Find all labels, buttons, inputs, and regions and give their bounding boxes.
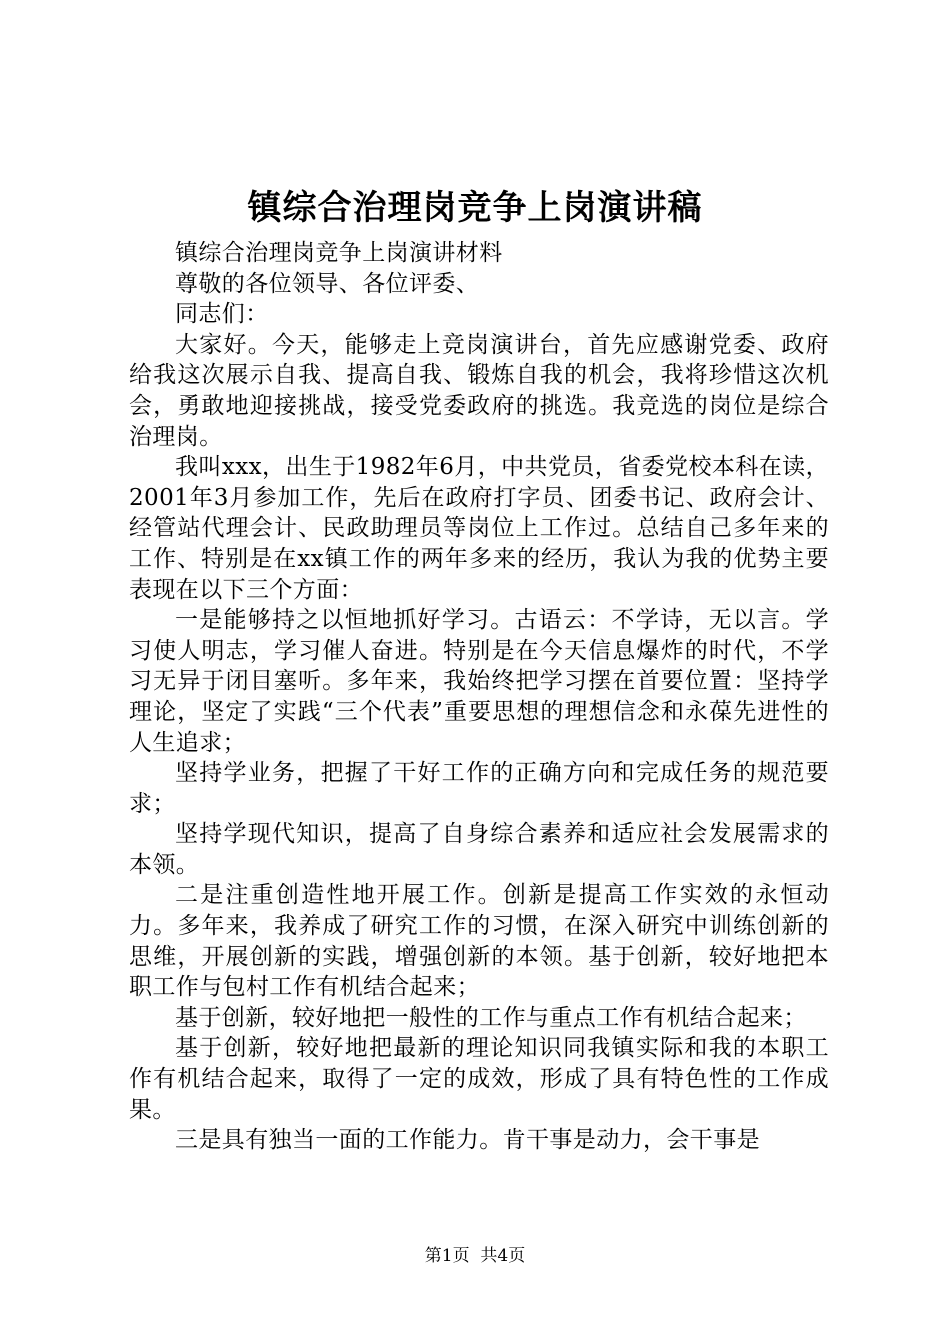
paragraph: 同志们： (175, 301, 269, 328)
page-total: 共4页 (480, 1246, 526, 1266)
document-title: 镇综合治理岗竞争上岗演讲稿 (247, 188, 703, 228)
paragraph: 三是具有独当一面的工作能力。肯干事是动力，会干事是 (175, 1127, 760, 1154)
paragraph: 镇综合治理岗竞争上岗演讲材料 (175, 240, 503, 266)
page-number: 第1页 (424, 1246, 470, 1266)
document-body (129, 238, 829, 1156)
paragraph: 二是注重创造性地开展工作。创新是提高工作实效的永恒动力。多年来，我养成了研究工作的习惯，在深入研究中训练创新的思维，开展创新的实践，增强创新的本领。基于创新，较好地把本职工作与包村工作有机结合起来； (129, 882, 829, 1001)
paragraph: 我叫xxx，出生于1982年6月，中共党员，省委党校本科在读，2001年3月参加工作，先后在政府打字员、团委书记、政府会计、经管站代理会计、民政助理员等岗位上工作过。总结自己多年来的工作、特别是在xx镇工作的两年多来的经历，我认为我的优势主要表现在以下三个方面： (129, 454, 829, 603)
paragraph: 基于创新，较好地把最新的理论知识同我镇实际和我的本职工作有机结合起来，取得了一定的成效，形成了具有特色性的工作成果。 (129, 1035, 829, 1123)
paragraph: 一是能够持之以恒地抓好学习。古语云：不学诗，无以言。学习使人明志，学习催人奋进。特别是在今天信息爆炸的时代，不学习无异于闭目塞听。多年来，我始终把学习摆在首要位置：坚持学理论，坚定了实践“三个代表”重要思想的理想信念和永葆先进性的人生追求； (129, 607, 829, 756)
paragraph: 大家好。今天，能够走上竞岗演讲台，首先应感谢党委、政府给我这次展示自我、提高自我、锻炼自我的机会，我将珍惜这次机会，勇敢地迎接挑战，接受党委政府的挑选。我竞选的岗位是综合治理岗。 (129, 331, 829, 450)
paragraph: 坚持学现代知识，提高了自身综合素养和适应社会发展需求的本领。 (129, 821, 829, 878)
paragraph: 坚持学业务，把握了干好工作的正确方向和完成任务的规范要求； (129, 760, 829, 817)
paragraph: 基于创新，较好地把一般性的工作与重点工作有机结合起来； (175, 1004, 807, 1031)
page-footer (0, 1244, 950, 1268)
paragraph: 尊敬的各位领导、各位评委、 (175, 270, 480, 297)
